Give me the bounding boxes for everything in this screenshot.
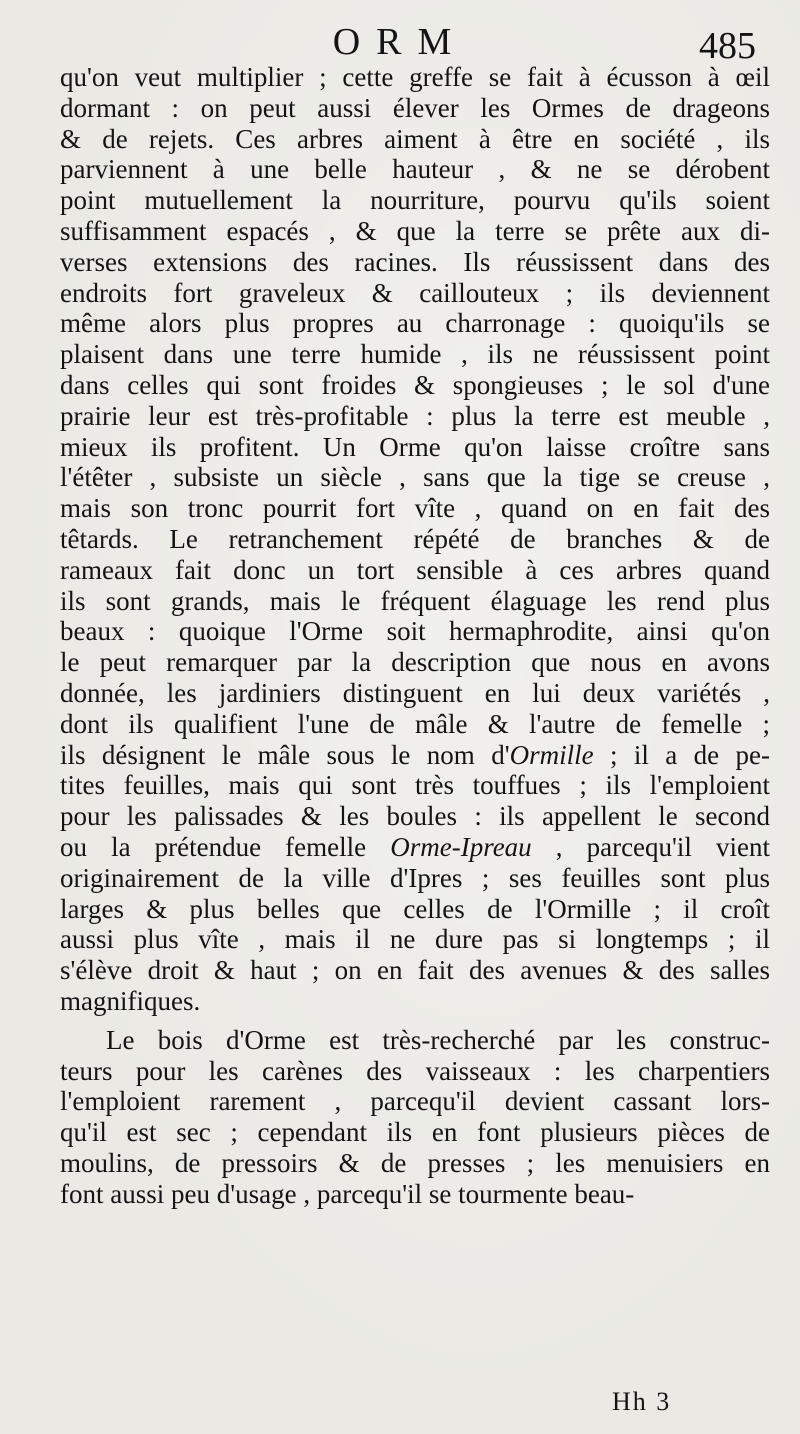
paragraph (60, 1025, 770, 1210)
line-segment: endroits fort graveleux & caillouteux ; ils deviennent (60, 277, 770, 308)
text-line (60, 1056, 770, 1087)
line-segment: ou la prétendue femelle (60, 831, 391, 862)
line-segment: suffisamment espacés , & que la terre se prête aux di- (60, 215, 770, 246)
text-line (60, 493, 770, 524)
line-segment: qu'on veut multiplier ; cette greffe se fait à écusson à œil (60, 62, 770, 92)
line-segment: pour les palissades & les boules : ils appellent le second (60, 801, 770, 832)
line-segment: font aussi peu d'usage , parcequ'il se tourmente beau- (60, 1178, 635, 1209)
text-line (60, 462, 770, 493)
body-text (60, 62, 770, 1209)
line-segment: magnifiques. (60, 985, 201, 1016)
line-segment: têtards. Le retranchement répété de branches & de (60, 523, 770, 554)
text-line (60, 616, 770, 647)
line-segment: Le bois d'Orme est très-recherché par les construc- (106, 1024, 770, 1055)
line-segment: mieux ils profitent. Un Orme qu'on laisse croître sans (60, 431, 770, 462)
text-line (60, 832, 770, 863)
line-segment: & de rejets. Ces arbres aiment à être en société , ils (60, 123, 770, 154)
line-segment: dont ils qualifient l'une de mâle & l'autre de femelle ; (60, 708, 770, 739)
line-segment: moulins, de pressoirs & de presses ; les menuisiers en (60, 1147, 770, 1178)
paragraph (60, 62, 770, 1017)
line-segment: ; il a de pe- (593, 739, 770, 770)
text-line (60, 555, 770, 586)
text-line (60, 740, 770, 771)
line-segment: plaisent dans une terre humide , ils ne réussissent point (60, 339, 770, 370)
line-segment: s'élève droit & haut ; on en fait des avenues & des salles (60, 955, 770, 986)
text-line (60, 1148, 770, 1179)
text-line (60, 278, 770, 309)
line-segment: aussi plus vîte , mais il ne dure pas si longtemps ; il (60, 924, 770, 955)
line-segment: parviennent à une belle hauteur , & ne se dérobent (60, 154, 770, 185)
line-segment: dormant : on peut aussi élever les Ormes de drageons (60, 92, 770, 123)
text-line (60, 124, 770, 155)
text-line (60, 185, 770, 216)
line-segment: verses extensions des racines. Ils réussissent dans des (60, 246, 770, 277)
text-line (60, 1117, 770, 1148)
text-line (60, 216, 770, 247)
text-line (60, 339, 770, 370)
text-line (60, 678, 770, 709)
text-line (60, 1179, 770, 1210)
text-line (60, 154, 770, 185)
running-title: ORM (332, 21, 468, 63)
line-segment: même alors plus propres au charronage : quoiqu'ils se (60, 308, 770, 339)
line-segment: l'emploient rarement , parcequ'il devient cassant lors- (60, 1086, 770, 1117)
text-line (60, 370, 770, 401)
line-segment: dans celles qui sont froides & spongieuses ; le sol d'une (60, 369, 770, 400)
page-number: 485 (699, 25, 756, 67)
line-segment: qu'il est sec ; cependant ils en font plusieurs pièces de (60, 1117, 770, 1148)
text-line (60, 894, 770, 925)
text-line (60, 93, 770, 124)
text-line (60, 863, 770, 894)
line-segment: point mutuellement la nourriture, pourvu qu'ils soient (60, 185, 770, 216)
line-segment: larges & plus belles que celles de l'Ormille ; il croît (60, 893, 770, 924)
text-line (60, 308, 770, 339)
text-line (60, 62, 770, 93)
text-line (60, 770, 770, 801)
line-segment: ils sont grands, mais le fréquent élaguage les rend plus (60, 585, 770, 616)
line-segment: mais son tronc pourrit fort vîte , quand on en fait des (60, 493, 770, 524)
text-line (60, 1086, 770, 1117)
text-line (60, 709, 770, 740)
text-line (60, 986, 770, 1017)
line-segment: beaux : quoique l'Orme soit hermaphrodite, ainsi qu'on (60, 616, 770, 647)
line-segment: donnée, les jardiniers distinguent en lui deux variétés , (60, 677, 770, 708)
text-line (60, 401, 770, 432)
text-line (60, 432, 770, 463)
line-segment: prairie leur est très-profitable : plus la terre est meuble , (60, 400, 770, 431)
italic-term: Orme-Ipreau (390, 831, 532, 862)
line-segment: ils désignent le mâle sous le nom d' (60, 739, 510, 770)
line-segment: l'étêter , subsiste un siècle , sans que la tige se creuse , (60, 462, 770, 493)
line-segment: , parcequ'il vient (531, 831, 770, 862)
line-segment: teurs pour les carènes des vaisseaux : les charpentiers (60, 1055, 770, 1086)
line-segment: tites feuilles, mais qui sont très touffues ; ils l'emploient (60, 770, 770, 801)
text-line (60, 524, 770, 555)
text-line (60, 1025, 770, 1056)
text-line (60, 924, 770, 955)
line-segment: originairement de la ville d'Ipres ; ses feuilles sont plus (60, 862, 770, 893)
text-line (60, 955, 770, 986)
line-segment: rameaux fait donc un tort sensible à ces arbres quand (60, 554, 770, 585)
italic-term: Ormille (509, 739, 594, 770)
signature-mark: Hh 3 (612, 1387, 672, 1416)
text-line (60, 586, 770, 617)
line-segment: le peut remarquer par la description que nous en avons (60, 647, 770, 678)
text-line (60, 801, 770, 832)
paragraph-gap (60, 1017, 770, 1025)
text-line (60, 647, 770, 678)
text-line (60, 247, 770, 278)
